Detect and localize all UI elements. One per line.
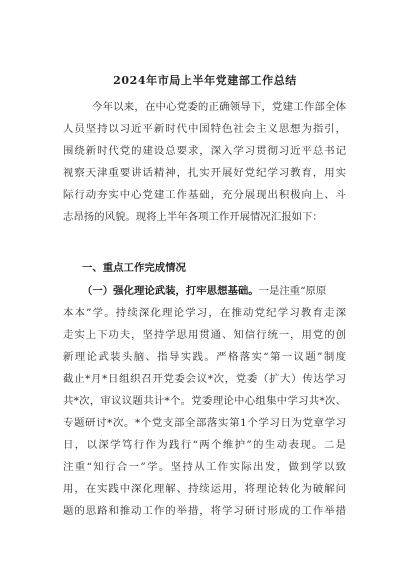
intro-line: 视察天津重要讲话精神，扎实开展好党纪学习教育，用实 (63, 167, 346, 179)
subsection-line: 注重“知行合一”学。坚持从工作实际出发，做到学以致 (63, 461, 346, 473)
intro-line: 际行动夯实中心党建工作基础，充分展现出积极向上、斗 (63, 189, 346, 201)
subsection-line: 新理论武装头脑、指导实践。严格落实“第一议题”制度 (63, 351, 346, 363)
subsection-line: 专题研讨*次。*个党支部全部落实第1个学习日为党章学习 (63, 417, 346, 429)
document-title: 2024年市局上半年党建部工作总结 (113, 74, 297, 87)
intro-line: 人员坚持以习近平新时代中国特色社会主义思想为指引， (63, 123, 346, 135)
subsection-line: 用，在实践中深化理解、持续运用，将理论转化为破解问 (63, 483, 346, 495)
subsection-line: 共*次，审议议题共计*个。党委理论中心组集中学习共*次、 (63, 395, 346, 407)
subsection-line: 截止*月*日组织召开党委会议*次，党委（扩大）传达学习 (63, 373, 346, 385)
intro-line: 今年以来，在中心党委的正确领导下，党建工作部全体 (92, 101, 346, 113)
section-heading: 一、重点工作完成情况 (82, 262, 186, 274)
subsection-first-line-tail: 一是注重“原原 (258, 285, 327, 297)
subsection-line: 题的思路和推动工作的举措，将学习研讨形成的工作举措 (63, 505, 346, 517)
subsection-line: 走实上下功夫，坚持学思用贯通、知信行统一，用党的创 (63, 329, 346, 341)
intro-line: 志昂扬的风貌。现将上半年各项工作开展情况汇报如下： (63, 211, 323, 223)
subsection-line: 日，以深学笃行作为践行“两个维护”的生动表现。二是 (63, 439, 346, 451)
subsection-line: 本本”学。持续深化理论学习，在推动党纪学习教育走深 (63, 307, 346, 319)
subsection-first-line (82, 282, 346, 297)
subsection-heading: （一）强化理论武装，打牢思想基础。 (82, 285, 259, 297)
intro-line: 围绕新时代党的建设总要求，深入学习贯彻习近平总书记 (63, 145, 346, 157)
